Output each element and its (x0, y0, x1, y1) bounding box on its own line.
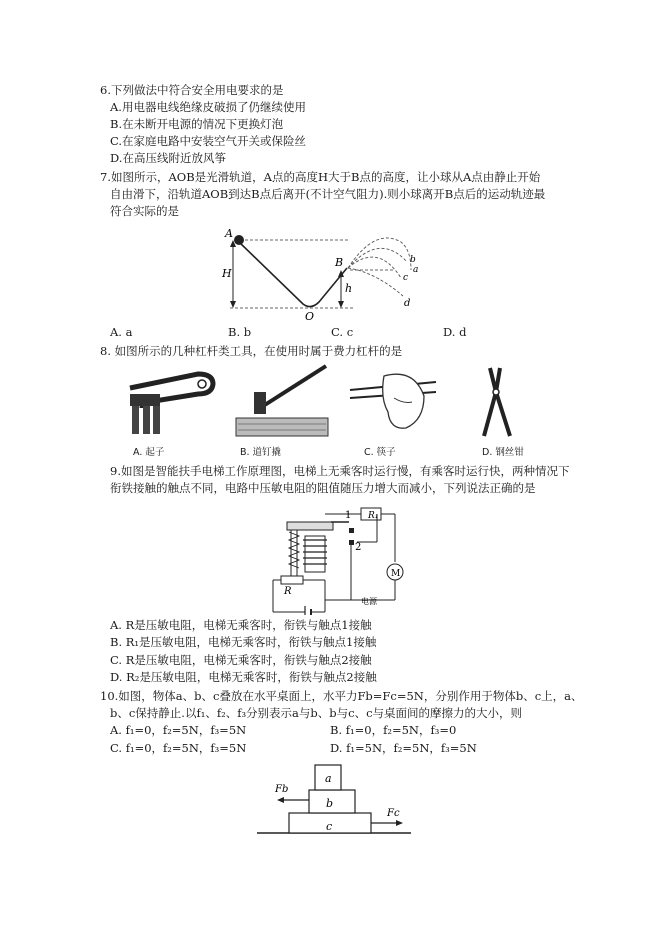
q9-circuit-figure (265, 500, 415, 615)
q7-label-path-c: c (403, 273, 409, 283)
q8-stem: 8. 如图所示的几种杠杆类工具，在使用时属于费力杠杆的是 (100, 344, 403, 358)
q7-stem-line-3: 符合实际的是 (110, 204, 179, 218)
q10-blocks-figure (255, 760, 415, 840)
q7-label-path-a: a (413, 265, 419, 275)
q9-contact-1-label: 1 (345, 510, 352, 521)
q9-option-a: A. R是压敏电阻，电梯无乘客时，衔铁与触点1接触 (110, 618, 372, 632)
q7-option-b: B. b (228, 325, 252, 339)
q10-block-c-label: c (326, 820, 333, 833)
q8-caption-b: B. 道钉撬 (240, 447, 282, 458)
q7-stem-line-1: 7.如图所示，AOB是光滑轨道，A点的高度H大于B点的高度，让小球从A点由静止开始 (100, 170, 541, 184)
q9-stem-line-2: 衔铁接触的触点不同，电路中压敏电阻的阻值随压力增大而减小，下列说法正确的是 (110, 481, 536, 495)
q7-label-h-small: h (345, 282, 353, 295)
q7-label-h-big: H (222, 267, 232, 280)
q9-option-b: B. R₁是压敏电阻，电梯无乘客时，衔铁与触点1接触 (110, 635, 377, 649)
q10-force-fb-label: Fb (275, 784, 289, 795)
q10-option-c: C. f₁=0，f₂=5N，f₃=5N (110, 741, 247, 755)
q7-option-c: C. c (331, 325, 354, 339)
q8-bottle-opener-icon (118, 368, 218, 438)
q10-stem-line-2: b、c保持静止.以f₁、f₂、f₃分别表示a与b、b与c、c与桌面间的摩擦力的大小，则 (110, 706, 523, 720)
q6-option-d: D.在高压线附近放风筝 (110, 151, 226, 165)
q6-option-a: A.用电器电线绝缘皮破损了仍继续使用 (110, 100, 306, 114)
q9-r-label: R (284, 586, 292, 597)
q10-option-b: B. f₁=0，f₂=5N，f₃=0 (330, 723, 457, 737)
q7-label-a-point: A (225, 227, 233, 240)
q10-force-fc-label: Fc (387, 808, 400, 819)
q10-stem-line-1: 10.如图，物体a、b、c叠放在水平桌面上，水平力Fb=Fc=5N，分别作用于物体b、c上，a、 (100, 689, 583, 703)
q6-option-c: C.在家庭电路中安装空气开关或保险丝 (110, 134, 307, 148)
q7-track-figure (215, 222, 435, 322)
q9-r1-label: R₁ (368, 511, 379, 521)
q7-option-d: D. d (443, 325, 467, 339)
q8-chopsticks-icon (344, 368, 444, 438)
q10-block-a-label: a (325, 772, 332, 785)
q7-label-path-d: d (404, 298, 411, 309)
q9-option-c: C. R是压敏电阻，电梯无乘客时，衔铁与触点2接触 (110, 653, 372, 667)
q8-caption-d: D. 钢丝钳 (482, 447, 524, 458)
q6-stem: 6.下列做法中符合安全用电要求的是 (100, 83, 284, 97)
q9-contact-2-label: 2 (355, 542, 362, 553)
q7-label-b-point: B (335, 256, 344, 269)
q8-caption-a: A. 起子 (133, 447, 165, 458)
q10-option-d: D. f₁=5N，f₂=5N，f₃=5N (330, 741, 477, 755)
q7-label-o: O (305, 310, 315, 322)
q10-block-b-label: b (326, 797, 334, 810)
q7-option-a: A. a (110, 325, 133, 339)
q8-pliers-icon (470, 364, 530, 442)
q9-stem-line-1: 9.如图是智能扶手电梯工作原理图，电梯上无乘客时运行慢，有乘客时运行快，两种情况下 (110, 464, 570, 478)
q8-track-crowbar-icon (232, 362, 332, 440)
q8-caption-c: C. 筷子 (364, 447, 396, 458)
q9-option-d: D. R₂是压敏电阻，电梯无乘客时，衔铁与触点2接触 (110, 670, 377, 684)
q9-motor-label: M (391, 569, 401, 579)
q9-power-label: 电源 (361, 597, 377, 606)
q7-label-path-b: b (410, 255, 416, 265)
q6-option-b: B.在未断开电源的情况下更换灯泡 (110, 117, 284, 131)
q7-stem-line-2: 自由滑下，沿轨道AOB到达B点后离开(不计空气阻力).则小球离开B点后的运动轨迹最 (110, 187, 546, 201)
q10-option-a: A. f₁=0，f₂=5N，f₃=5N (110, 723, 247, 737)
